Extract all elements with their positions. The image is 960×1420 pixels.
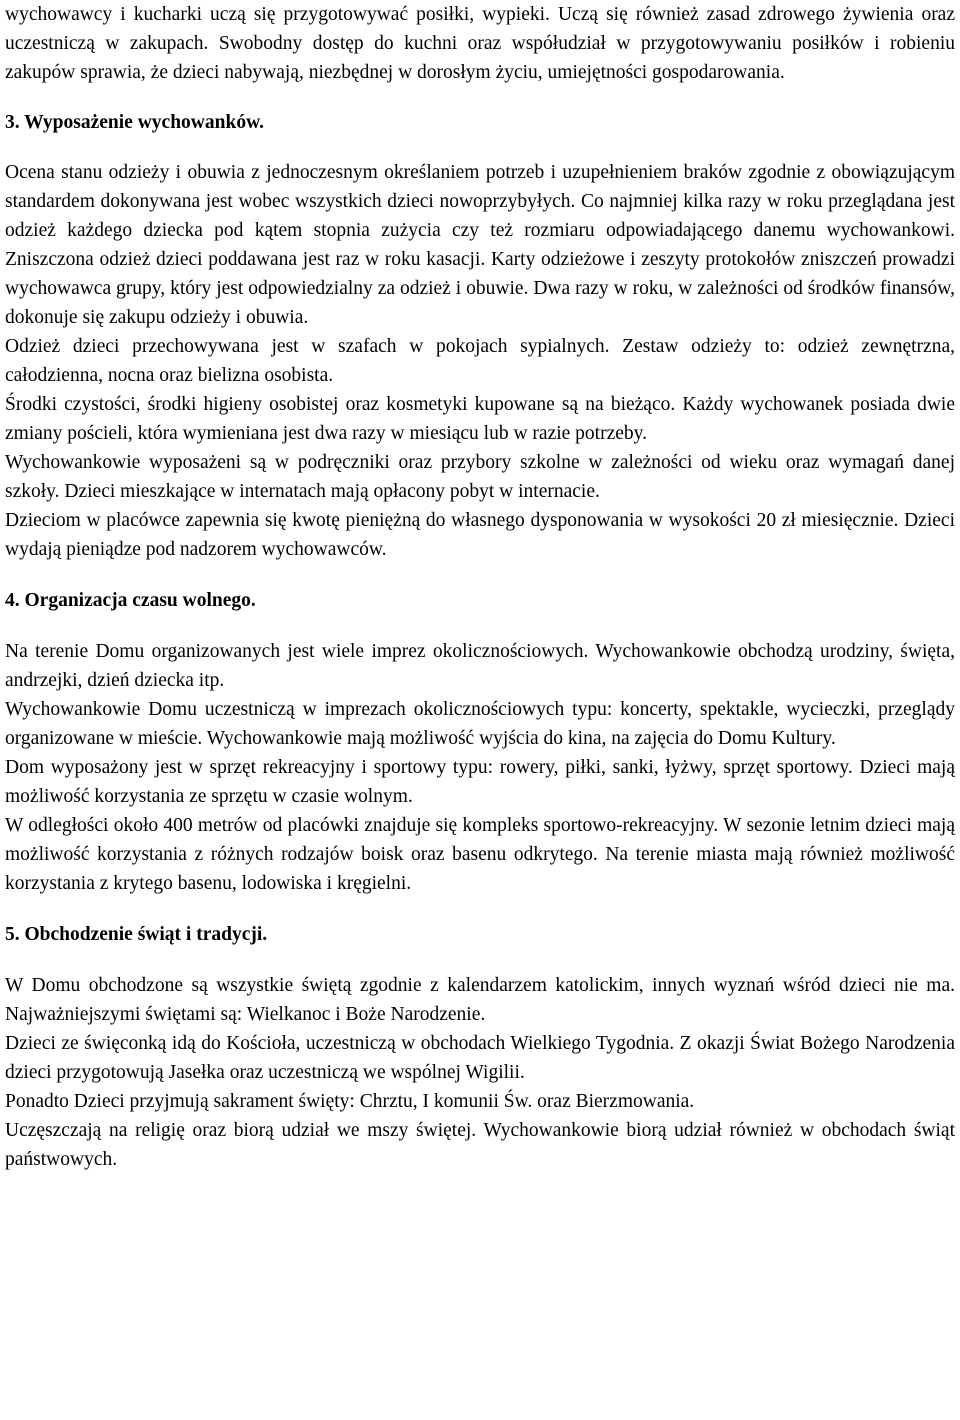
section-3-paragraph-5: Dzieciom w placówce zapewnia się kwotę pieniężną do własnego dysponowania w wysokości 20 zł miesięcznie. Dzieci wydają pieniądze pod nadzorem wychowawców.: [5, 510, 955, 560]
section-5-heading: 5. Obchodzenie świąt i tradycji.: [5, 924, 268, 945]
section-3-paragraph-3: Środki czystości, środki higieny osobistej oraz kosmetyki kupowane są na bieżąco. Każdy wychowanek posiada dwie zmiany pościeli, która wymieniana jest dwa razy w miesiącu lub w razie potrzeby.: [5, 394, 955, 444]
section-4-paragraph-3: Dom wyposażony jest w sprzęt rekreacyjny i sportowy typu: rowery, piłki, sanki, łyżwy, sprzęt sportowy. Dzieci mają możliwość korzystania ze sprzętu w czasie wolnym.: [5, 757, 955, 807]
section-4-paragraph-4: W odległości około 400 metrów od placówki znajduje się kompleks sportowo-rekreacyjny. W sezonie letnim dzieci mają możliwość korzystania z różnych rodzajów boisk oraz basenu odkrytego. Na terenie miasta mają również możliwość korzystania z krytego basenu, lodowiska i kręgielni.: [5, 815, 955, 894]
section-5-paragraph-2: Dzieci ze święconką idą do Kościoła, uczestniczą w obchodach Wielkiego Tygodnia. Z okazji Świat Bożego Narodzenia dzieci przygotowują Jasełka oraz uczestniczą we wspólnej Wigilii.: [5, 1033, 955, 1083]
section-3-heading: 3. Wyposażenie wychowanków.: [5, 112, 264, 133]
section-4-heading: 4. Organizacja czasu wolnego.: [5, 590, 256, 611]
section-5-paragraph-1: W Domu obchodzone są wszystkie świętą zgodnie z kalendarzem katolickim, innych wyznań wśród dzieci nie ma. Najważniejszymi świętami są: Wielkanoc i Boże Narodzenie.: [5, 975, 955, 1025]
section-3-paragraph-2: Odzież dzieci przechowywana jest w szafach w pokojach sypialnych. Zestaw odzieży to: odzież zewnętrzna, całodzienna, nocna oraz bielizna osobista.: [5, 336, 955, 386]
section-5-paragraph-3: Ponadto Dzieci przyjmują sakrament święty: Chrztu, I komunii Św. oraz Bierzmowania.: [5, 1091, 695, 1112]
section-4-paragraph-2: Wychowankowie Domu uczestniczą w imprezach okolicznościowych typu: koncerty, spektakle, wycieczki, przeglądy organizowane w mieście. Wychowankowie mają możliwość wyjścia do kina, na zajęcia do Domu Kultury.: [5, 699, 955, 749]
section-5-paragraph-4: Uczęszczają na religię oraz biorą udział we mszy świętej. Wychowankowie biorą udział również w obchodach świąt państwowych.: [5, 1120, 955, 1170]
section-3-paragraph-4: Wychowankowie wyposażeni są w podręczniki oraz przybory szkolne w zależności od wieku oraz wymagań danej szkoły. Dzieci mieszkające w internatach mają opłacony pobyt w internacie.: [5, 452, 955, 502]
section-4-paragraph-1: Na terenie Domu organizowanych jest wiele imprez okolicznościowych. Wychowankowie obchodzą urodziny, święta, andrzejki, dzień dziecka itp.: [5, 641, 955, 691]
section-3-paragraph-1: Ocena stanu odzieży i obuwia z jednoczesnym określaniem potrzeb i uzupełnieniem braków zgodnie z obowiązującym standardem dokonywana jest wobec wszystkich dzieci nowoprzybyłych. Co najmniej kilka razy w roku przeglądana jest odzież każdego dziecka pod kątem stopnia zużycia czy też rozmiaru odpowiadającego danemu wychowankowi. Zniszczona odzież dzieci poddawana jest raz w roku kasacji. Karty odzieżowe i zeszyty protokołów zniszczeń prowadzi wychowawca grupy, który jest odpowiedzialny za odzież i obuwie. Dwa razy w roku, w zależności od środków finansów, dokonuje się zakupu odzieży i obuwia.: [5, 162, 955, 328]
intro-paragraph: wychowawcy i kucharki uczą się przygotowywać posiłki, wypieki. Uczą się również zasad zdrowego żywienia oraz uczestniczą w zakupach. Swobodny dostęp do kuchni oraz współudział w przygotowywaniu posiłków i robieniu zakupów sprawia, że dzieci nabywają, niezbędnej w dorosłym życiu, umiejętności gospodarowania.: [5, 4, 955, 83]
